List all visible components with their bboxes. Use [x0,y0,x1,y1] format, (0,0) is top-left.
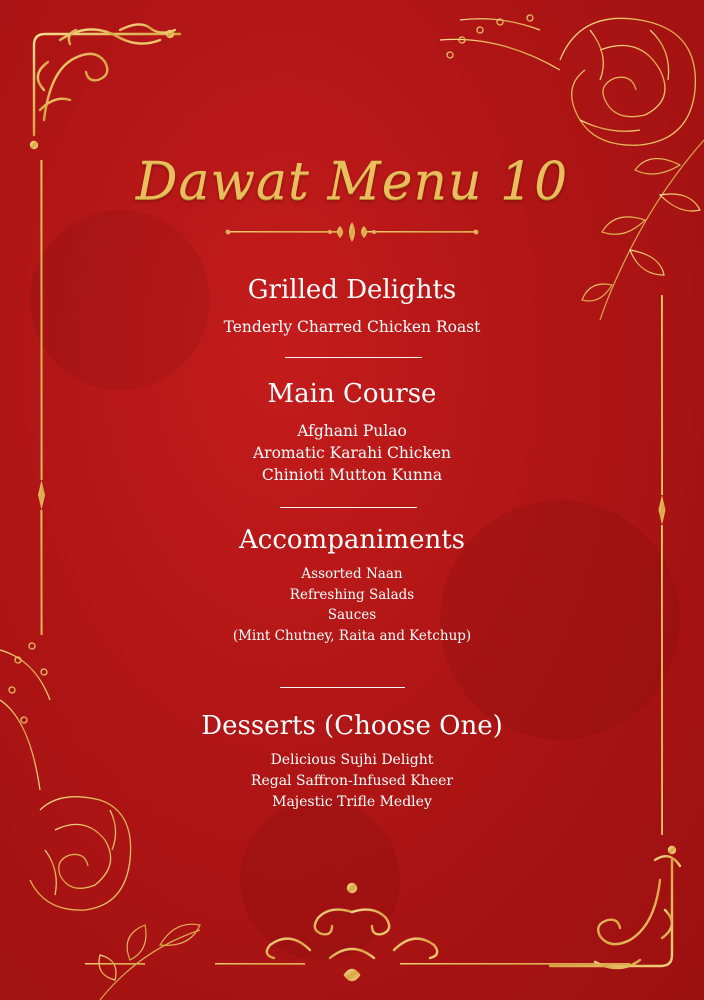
section-heading: Desserts (Choose One) [201,711,503,741]
rose-line-art-icon [440,15,695,145]
leaf-sprig-icon [99,924,200,1000]
bottom-border-line [85,963,630,965]
item-list [0,564,704,646]
menu-item: Majestic Trifle Medley [272,794,432,810]
section-grilled-delights [0,272,704,338]
item-list [0,316,704,338]
menu-item: Refreshing Salads [289,586,415,603]
menu-item: Tenderly Charred Chicken Roast [223,318,481,336]
menu-item: (Mint Chutney, Raita and Ketchup) [232,627,472,644]
section-main-course [0,376,704,486]
corner-flourish-icon [550,847,680,968]
section-heading: Main Course [267,379,437,409]
section-accompaniments [0,522,704,646]
section-desserts [0,708,704,813]
fleur-divider-icon [226,222,479,242]
menu-item: Assorted Naan [301,566,403,582]
section-divider [285,357,422,358]
menu-item: Regal Saffron-Infused Kheer [250,773,454,789]
section-divider [280,507,417,508]
menu-item: Delicious Sujhi Delight [270,752,434,768]
item-list [0,420,704,486]
menu-item: Chinioti Mutton Kunna [261,466,443,484]
menu-item: Afghani Pulao [297,422,407,440]
item-list [0,750,704,813]
menu-item: Aromatic Karahi Chicken [252,444,452,462]
section-divider [280,687,405,688]
section-heading: Grilled Delights [247,275,457,305]
section-heading: Accompaniments [239,525,465,555]
menu-title: Dawat Menu 10 [135,152,569,212]
menu-item: Sauces [327,607,377,623]
corner-flourish-icon [31,24,180,148]
